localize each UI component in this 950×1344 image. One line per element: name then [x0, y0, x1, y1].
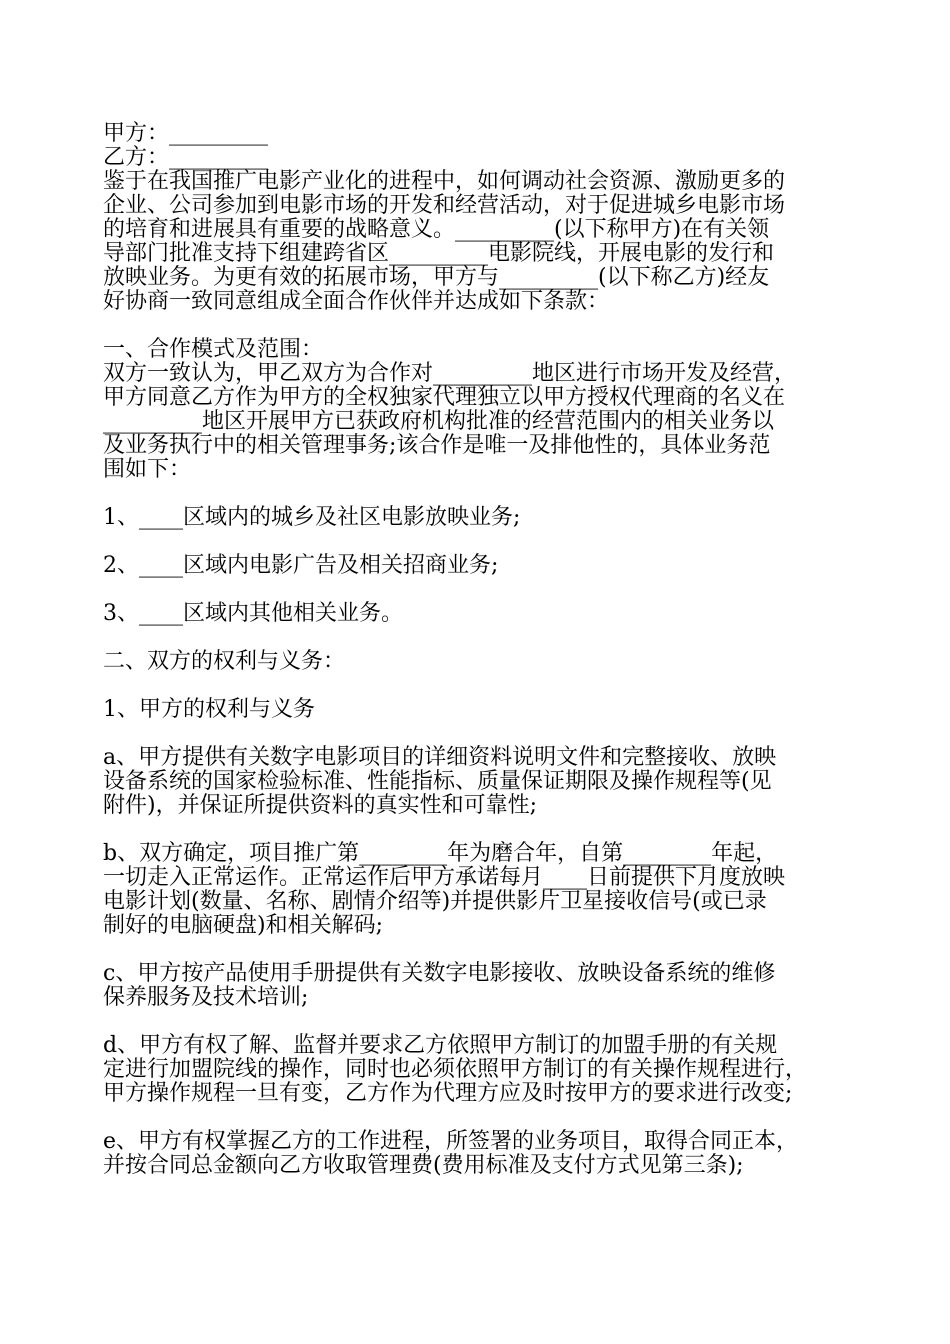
clause-c-line: 保养服务及技术培训;: [103, 985, 309, 1010]
scope-item: 3、____区域内其他相关业务。: [103, 601, 403, 626]
preamble-line: 鉴于在我国推广电影产业化的进程中，如何调动社会资源、激励更多的: [103, 169, 786, 194]
clause-e-line: e、甲方有权掌握乙方的工作进程，所签署的业务项目，取得合同正本，: [103, 1129, 799, 1154]
preamble-line: 放映业务。为更有效的拓展市场，甲方与_________(以下称乙方)经友: [103, 265, 770, 290]
preamble-paragraph: [103, 170, 873, 314]
clause-b: [103, 842, 873, 938]
contract-document: [103, 122, 873, 1178]
section-1-line: 围如下：: [103, 457, 192, 482]
clause-b-line: 电影计划(数量、名称、剧情介绍等)并提供影片卫星接收信号(或已录: [103, 889, 767, 914]
clause-e-line: 并按合同总金额向乙方收取管理费(费用标准及支付方式见第三条);: [103, 1153, 744, 1178]
clause-c-line: c、甲方按产品使用手册提供有关数字电影接收、放映设备系统的维修: [103, 961, 776, 986]
clause-e: [103, 1130, 873, 1178]
preamble-line: 企业、公司参加到电影市场的开发和经营活动，对于促进城乡电影市场: [103, 193, 786, 218]
preamble-line: 导部门批准支持下组建跨省区_________电影院线，开展电影的发行和: [103, 241, 775, 266]
section-1-line: 及业务执行中的相关管理事务;该合作是唯一及排他性的，具体业务范: [103, 433, 771, 458]
scope-item: 2、____区域内电影广告及相关招商业务;: [103, 553, 499, 578]
clause-d-line: 定进行加盟院线的操作，同时也必须依照甲方制订的有关操作规程进行，: [103, 1057, 808, 1082]
scope-item: 1、____区域内的城乡及社区电影放映业务;: [103, 505, 521, 530]
clause-d: [103, 1034, 873, 1106]
clause-b-line: 一切走入正常运作。正常运作后甲方承诺每月____日前提供下月度放映: [103, 865, 786, 890]
clause-a-line: a、甲方提供有关数字电影项目的详细资料说明文件和完整接收、放映: [103, 745, 777, 770]
clause-a: [103, 746, 873, 818]
clause-c: [103, 962, 873, 1010]
section-1-line: _________地区开展甲方已获政府机构批准的经营范围内的相关业务以: [103, 409, 775, 434]
party-b-line: 乙方：_________: [103, 145, 269, 170]
clause-b-line: b、双方确定，项目推广第________年为磨合年，自第________年起，: [103, 841, 778, 866]
clause-a-line: 附件)，并保证所提供资料的真实性和可靠性;: [103, 793, 537, 818]
clause-b-line: 制好的电脑硬盘)和相关解码;: [103, 913, 383, 938]
preamble-line: 好协商一致同意组成全面合作伙伴并达成如下条款：: [103, 289, 610, 314]
section-1-line: 甲方同意乙方作为甲方的全权独家代理独立以甲方授权代理商的名义在: [103, 385, 786, 410]
party-a-line: 甲方：_________: [103, 121, 269, 146]
preamble-line: 的培育和进展具有重要的战略意义。_________(以下称甲方)在有关领: [103, 217, 770, 242]
section-2-heading: 二、双方的权利与义务：: [103, 649, 346, 674]
clause-d-line: d、甲方有权了解、监督并要求乙方依照甲方制订的加盟手册的有关规: [103, 1033, 778, 1058]
section-1-line: 双方一致认为，甲乙双方为合作对_________地区进行市场开发及经营，: [103, 361, 797, 386]
section-1-paragraph: [103, 362, 873, 482]
subsection-1-heading: 1、甲方的权利与义务: [103, 697, 315, 722]
clause-d-line: 甲方操作规程一旦有变，乙方作为代理方应及时按甲方的要求进行改变;: [103, 1081, 793, 1106]
clause-a-line: 设备系统的国家检验标准、性能指标、质量保证期限及操作规程等(见: [103, 769, 772, 794]
section-1-heading: 一、合作模式及范围：: [103, 337, 324, 362]
